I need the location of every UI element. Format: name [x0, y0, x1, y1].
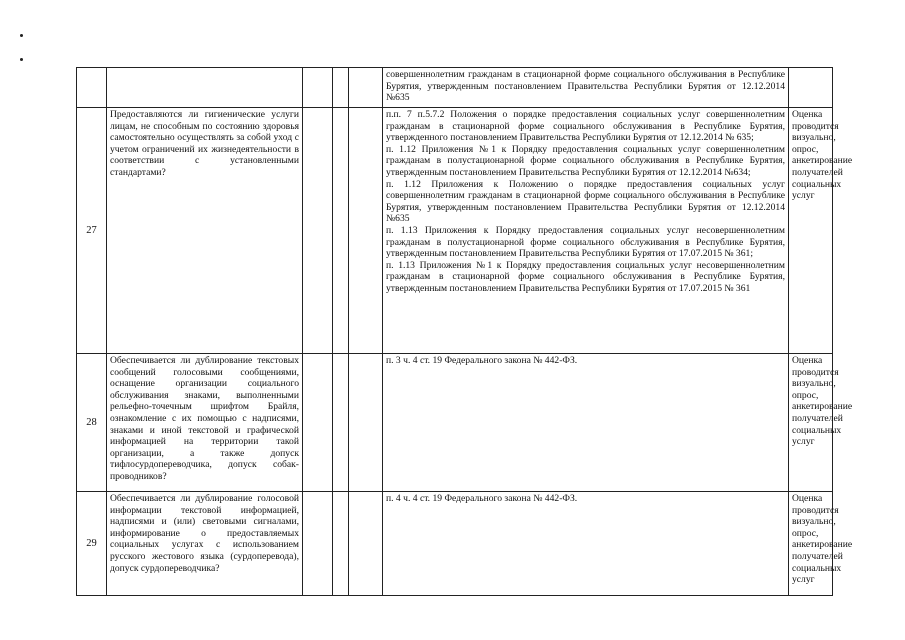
answer-na-cell: [349, 108, 383, 354]
method-cell: Оценка проводится визуально, опрос, анкетирование получателей социальных услуг: [789, 354, 833, 492]
table-row: [77, 354, 833, 492]
legal-reference: п. 1.13 Приложения к Порядку предоставления социальных услуг несовершеннолетним гражданам в полустационарной форме социального обслуживания в Республике Бурятия, утвержденным постановлением Правительства Республики Бурятия от 17.07.2015 № 361;: [386, 224, 785, 260]
answer-yes-cell: [303, 68, 333, 108]
answer-no-cell: [333, 354, 349, 492]
table-row: [77, 68, 833, 108]
legal-reference: совершеннолетним гражданам в стационарной форме социального обслуживания в Республике Бурятия, утвержденным постановлением Правительства Республики Бурятия от 12.12.2014 №635: [386, 69, 785, 104]
legal-reference: п.п. 7 п.5.7.2 Положения о порядке предоставления социальных услуг совершеннолетним гражданам в стационарной форме социального обслуживания в Республике Бурятия, утвержденного постановлением Правительства Республики Бурятия от 12.12.2014 № 635;: [386, 109, 785, 144]
answer-no-cell: [333, 68, 349, 108]
table-row: [77, 492, 833, 596]
legal-reference-cell: [383, 354, 789, 492]
legal-reference: п. 4 ч. 4 ст. 19 Федерального закона № 442-ФЗ.: [386, 493, 578, 504]
answer-no-cell: [333, 492, 349, 596]
legal-reference: п. 1.13 Приложения №1 к Порядку предоставления социальных услуг несовершеннолетним гражданам в стационарной форме социального обслуживания в Республике Бурятия, утвержденным постановлением Правительства Республики Бурятия от 17.07.2015 № 361: [386, 259, 785, 294]
answer-na-cell: [349, 354, 383, 492]
row-number: 28: [77, 354, 107, 492]
row-number: 27: [77, 108, 107, 354]
answer-no-cell: [333, 108, 349, 354]
row-number: 29: [77, 492, 107, 596]
answer-yes-cell: [303, 492, 333, 596]
question-cell: [107, 68, 303, 108]
answer-na-cell: [349, 68, 383, 108]
question-cell: Обеспечивается ли дублирование текстовых сообщений голосовыми сообщениями, оснащение организации социального обслуживания знаками, выполненными рельефно-точечным шрифтом Брайля, ознакомление с их помощью с надписями, знаками и иной текстовой и графической информацией на территории такой организации, а также допуск тифлосурдопереводчика, допуск собак-проводников?: [107, 354, 303, 492]
method-cell: Оценка проводится визуально, опрос, анкетирование получателей социальных услуг: [789, 108, 833, 354]
legal-reference-cell: [383, 492, 789, 596]
method-cell: Оценка проводится визуально, опрос, анкетирование получателей социальных услуг: [789, 492, 833, 596]
margin-mark-top: [20, 34, 23, 37]
margin-mark-bottom: [20, 58, 23, 61]
legal-reference: п. 1.12 Приложения к Положению о порядке предоставления социальных услуг совершеннолетним гражданам в стационарной форме социального обслуживания в Республике Бурятия, утвержденным постановлением Правительства Республики Бурятия от 12.12.2014 №635: [386, 178, 785, 225]
question-cell: Предоставляются ли гигиенические услуги лицам, не способным по состоянию здоровья самостоятельно осуществлять за собой уход с учетом ограничений их жизнедеятельности в соответствии с установленными стандартами?: [107, 108, 303, 354]
inspection-checklist-table: [76, 67, 853, 596]
legal-reference-cell: [383, 68, 789, 108]
answer-yes-cell: [303, 354, 333, 492]
row-number: [77, 68, 107, 108]
method-cell: [789, 68, 833, 108]
answer-yes-cell: [303, 108, 333, 354]
legal-reference: п. 3 ч. 4 ст. 19 Федерального закона № 442-ФЗ.: [386, 355, 578, 366]
table-row: [77, 108, 833, 354]
answer-na-cell: [349, 492, 383, 596]
question-cell: Обеспечивается ли дублирование голосовой информации текстовой информацией, надписями и (или) световыми сигналами, информирование о предоставляемых социальных услугах с использованием русского жестового языка (сурдоперевода), допуск сурдопереводчика?: [107, 492, 303, 596]
legal-reference: п. 1.12 Приложения №1 к Порядку предоставления социальных услуг совершеннолетним гражданам в полустационарной форме социального обслуживания в Республике Бурятия, утвержденным постановлением Правительства Республики Бурятия от 12.12.2014 №634;: [386, 143, 785, 178]
legal-reference-cell: [383, 108, 789, 354]
